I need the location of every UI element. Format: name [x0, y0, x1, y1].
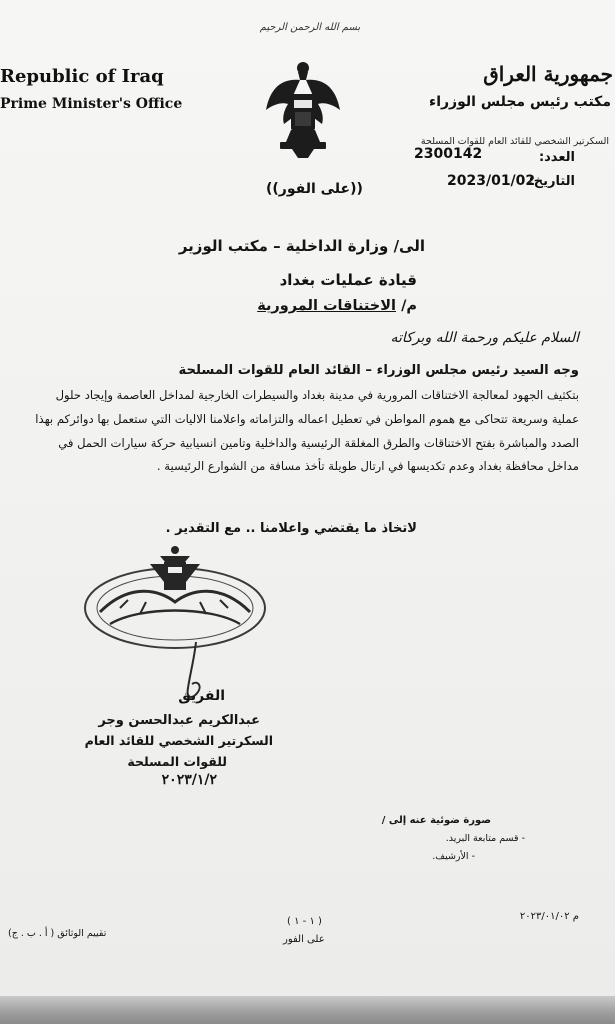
copies-heading: صورة ضوئية عنه إلى / [381, 815, 491, 826]
letterhead-en-country: Republic of Iraq [0, 66, 164, 87]
body-paragraph: بتكثيف الجهود لمعالجة الاختناقات المرورية في مدينة بغداد والسيطرات الخارجية لمداخل العاصمة وإيجاد حلول عملية وسريعة تتحاكى مع هموم المواطن في تعطيل اعماله والتزاماته واعلامنا الاليات التي ستعمل بها دوائركم بهذا الصدد والمباشرة بفتح الاختناقات والطرق المغلقة الرئيسية والداخلية وتامين انسيابية حركة سيارات الحمل في مداخل محافظة بغداد وعدم تكديسها في ارتال طويلة تأخذ مسافة من الشوارع الرئيسية . [35, 388, 579, 474]
footer-urgent: على الفور [283, 934, 325, 945]
subject-prefix: م/ [401, 298, 417, 314]
number-label: العدد: [538, 150, 575, 165]
page-number: ( ١ - ١ ) [287, 916, 322, 927]
signatory-rank: الفريق [178, 688, 225, 704]
closing-line: لاتخاذ ما يقتضي واعلامنا .. مع التقدير . [165, 521, 417, 536]
body-address: وجه السيد رئيس مجلس الوزراء – القائد العام للقوات المسلحة [178, 363, 579, 378]
basmala: بسم الله الرحمن الرحيم [259, 22, 361, 33]
signatory-title-2: للقوات المسلحة [127, 754, 227, 769]
subject-text: الاختناقات المرورية [257, 298, 396, 314]
signature-date: ٢٠٢٣/١/٢ [161, 772, 217, 788]
document-number: 2300142 [414, 146, 483, 162]
date-label: التاريخ: [528, 174, 575, 189]
eagle-emblem-icon [262, 58, 344, 160]
recipient-line: الى/ وزارة الداخلية – مكتب الوزير [178, 237, 425, 255]
signatory-title: السكرتير الشخصي للقائد العام [84, 733, 273, 748]
letterhead-ar-country: جمهورية العراق [483, 62, 613, 86]
signatory-name: عبدالكريم عبدالحسن وجر [98, 713, 260, 728]
recipient-command: قيادة عمليات بغداد [279, 271, 417, 289]
letterhead-ar-office: مكتب رئيس مجلس الوزراء [429, 94, 611, 110]
letterhead-en-office: Prime Minister's Office [0, 96, 183, 112]
document-date: 2023/01/02 [447, 173, 536, 189]
urgent-marker: ((على الفور)) [266, 181, 363, 197]
document-rating: تقييم الوثائق ( أ . ب . ج) [8, 928, 107, 939]
greeting: السلام عليكم ورحمة الله وبركاته [390, 330, 579, 346]
footer-date: م ٢٠٢٣/٠١/٠٢ [519, 911, 579, 922]
page-shadow [0, 996, 615, 1024]
copies-item: - قسم متابعة البريد. [445, 833, 525, 844]
copies-item: - الأرشيف. [432, 851, 475, 862]
subject-line [257, 298, 417, 314]
sender-line: السكرتير الشخصي للقائد العام للقوات المسلحة [420, 136, 609, 147]
